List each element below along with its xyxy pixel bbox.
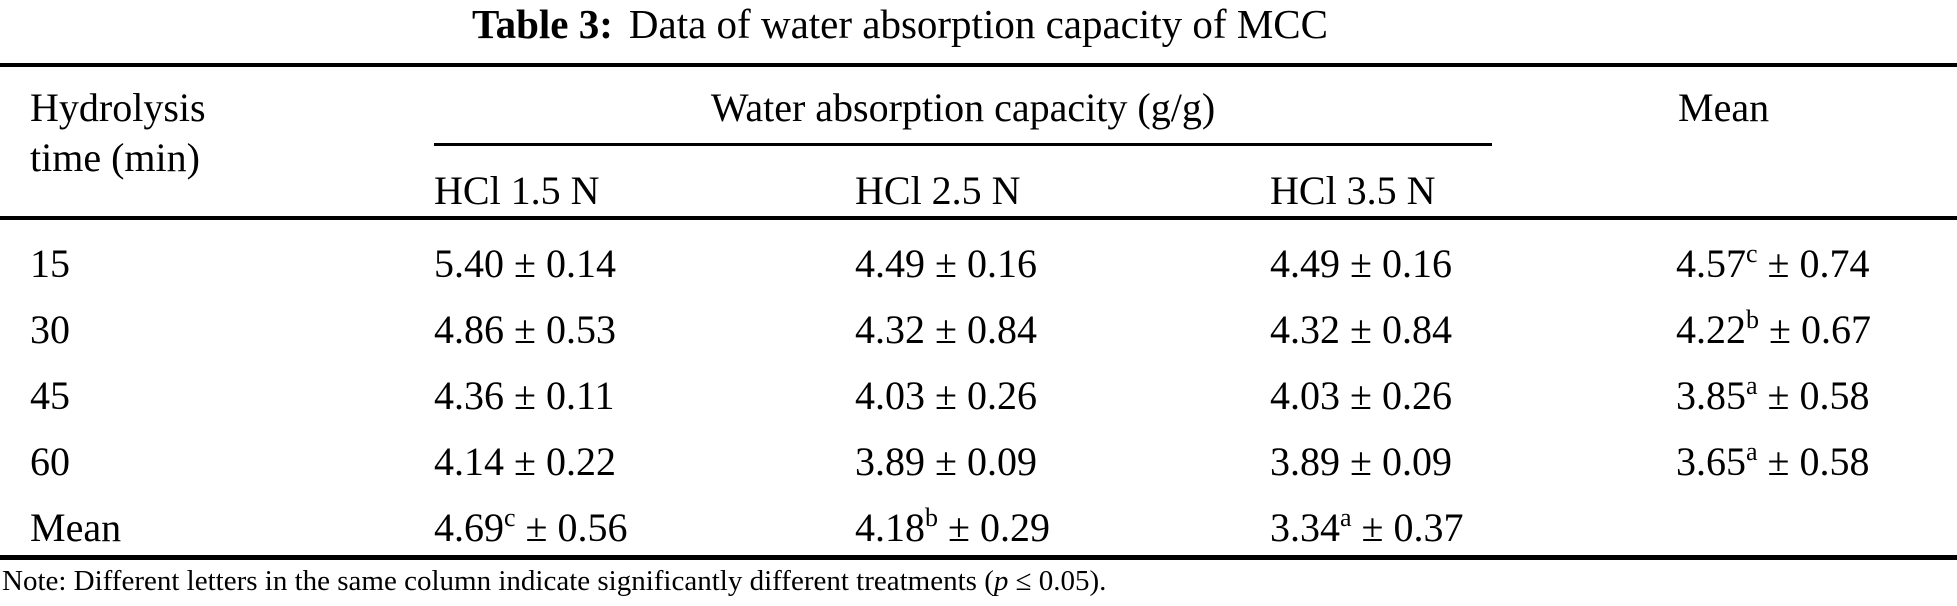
cell-mean-hcl-1-5 (434, 504, 628, 552)
column-header-hydrolysis-line2: time (min) (30, 135, 200, 180)
cell-deviation: ± 0.84 (925, 307, 1037, 352)
cell-value: 4.69 (434, 505, 504, 550)
table-row-30 (0, 306, 1957, 354)
note-prefix: Note: Different letters in the same column indicate significantly different treatments ( (2, 565, 994, 597)
row-label-45: 45 (30, 373, 70, 418)
cell-value: 3.89 (855, 439, 925, 484)
cell-15-hcl-3-5 (1270, 240, 1452, 288)
cell-deviation: ± 0.84 (1340, 307, 1452, 352)
table-title-label: Table 3: (472, 1, 613, 47)
cell-30-hcl-2-5 (855, 306, 1037, 354)
column-header-hydrolysis-line1: Hydrolysis (30, 85, 206, 130)
column-header-hcl-3-5-n: HCl 3.5 N (1270, 168, 1436, 213)
cell-60-mean (1676, 438, 1870, 486)
significance-superscript: a (1746, 437, 1758, 466)
cell-45-hcl-3-5 (1270, 372, 1452, 420)
cell-deviation: ± 0.58 (1757, 373, 1870, 418)
cell-deviation: ± 0.16 (1340, 241, 1452, 286)
cell-deviation: ± 0.67 (1759, 307, 1871, 352)
table-title-text: Data of water absorption capacity of MCC (628, 1, 1328, 47)
cell-value: 4.22 (1676, 307, 1746, 352)
cell-value: 4.03 (855, 373, 925, 418)
table-top-rule (0, 63, 1957, 67)
cell-deviation: ± 0.26 (925, 373, 1037, 418)
cell-45-mean (1676, 372, 1870, 420)
group-header-water-absorption-capacity: Water absorption capacity (g/g) (710, 85, 1216, 130)
cell-30-hcl-3-5 (1270, 306, 1452, 354)
column-header-hydrolysis-time (30, 83, 206, 183)
row-label-60: 60 (30, 439, 70, 484)
cell-value: 3.85 (1676, 373, 1746, 418)
cell-deviation: ± 0.22 (504, 439, 616, 484)
header-bottom-rule (0, 216, 1957, 220)
cell-value: 4.86 (434, 307, 504, 352)
cell-deviation: ± 0.53 (504, 307, 616, 352)
cell-15-hcl-1-5 (434, 240, 616, 288)
significance-superscript: b (925, 503, 938, 532)
cell-value: 3.89 (1270, 439, 1340, 484)
cell-value: 4.57 (1676, 241, 1746, 286)
cell-deviation: ± 0.29 (938, 505, 1050, 550)
cell-60-hcl-3-5 (1270, 438, 1452, 486)
cell-value: 3.65 (1676, 439, 1746, 484)
column-header-mean: Mean (1678, 85, 1770, 130)
cell-deviation: ± 0.56 (515, 505, 628, 550)
cell-deviation: ± 0.74 (1757, 241, 1870, 286)
row-label-30: 30 (30, 307, 70, 352)
cell-value: 4.14 (434, 439, 504, 484)
cell-value: 3.34 (1270, 505, 1340, 550)
cell-value: 4.36 (434, 373, 504, 418)
row-label-mean: Mean (30, 505, 122, 550)
cell-value: 4.49 (855, 241, 925, 286)
column-header-hcl-1-5-n: HCl 1.5 N (434, 168, 600, 213)
row-label-15: 15 (30, 241, 70, 286)
table-note (2, 563, 1106, 599)
cell-30-hcl-1-5 (434, 306, 616, 354)
cell-deviation: ± 0.16 (925, 241, 1037, 286)
significance-superscript: a (1746, 371, 1758, 400)
cell-deviation: ± 0.14 (504, 241, 616, 286)
cell-deviation: ± 0.37 (1351, 505, 1464, 550)
cell-value: 4.49 (1270, 241, 1340, 286)
significance-superscript: a (1340, 503, 1352, 532)
cell-value: 4.32 (855, 307, 925, 352)
table-row-15 (0, 240, 1957, 288)
table-row-60 (0, 438, 1957, 486)
cell-45-hcl-2-5 (855, 372, 1037, 420)
cell-deviation: ± 0.58 (1757, 439, 1870, 484)
table-bottom-rule (0, 555, 1957, 560)
cell-60-hcl-2-5 (855, 438, 1037, 486)
cell-value: 4.32 (1270, 307, 1340, 352)
cell-15-mean (1676, 240, 1870, 288)
table-row-45 (0, 372, 1957, 420)
cell-value: 5.40 (434, 241, 504, 286)
cell-deviation: ± 0.09 (925, 439, 1037, 484)
table-title (0, 2, 1800, 46)
significance-superscript: c (504, 503, 516, 532)
cell-45-hcl-1-5 (434, 372, 614, 420)
cell-value: 4.18 (855, 505, 925, 550)
column-header-hcl-2-5-n: HCl 2.5 N (855, 168, 1021, 213)
cell-15-hcl-2-5 (855, 240, 1037, 288)
cell-deviation: ± 0.09 (1340, 439, 1452, 484)
note-suffix: ≤ 0.05). (1008, 565, 1107, 597)
cell-deviation: ± 0.26 (1340, 373, 1452, 418)
cell-mean-hcl-2-5 (855, 504, 1050, 552)
cell-deviation: ± 0.11 (504, 373, 615, 418)
cell-60-hcl-1-5 (434, 438, 616, 486)
table-row-mean (0, 504, 1957, 552)
cell-30-mean (1676, 306, 1871, 354)
significance-superscript: c (1746, 239, 1758, 268)
cell-value: 4.03 (1270, 373, 1340, 418)
note-p-symbol: p (993, 565, 1009, 597)
significance-superscript: b (1746, 305, 1759, 334)
group-header-underline-rule (434, 143, 1492, 146)
cell-mean-hcl-3-5 (1270, 504, 1464, 552)
